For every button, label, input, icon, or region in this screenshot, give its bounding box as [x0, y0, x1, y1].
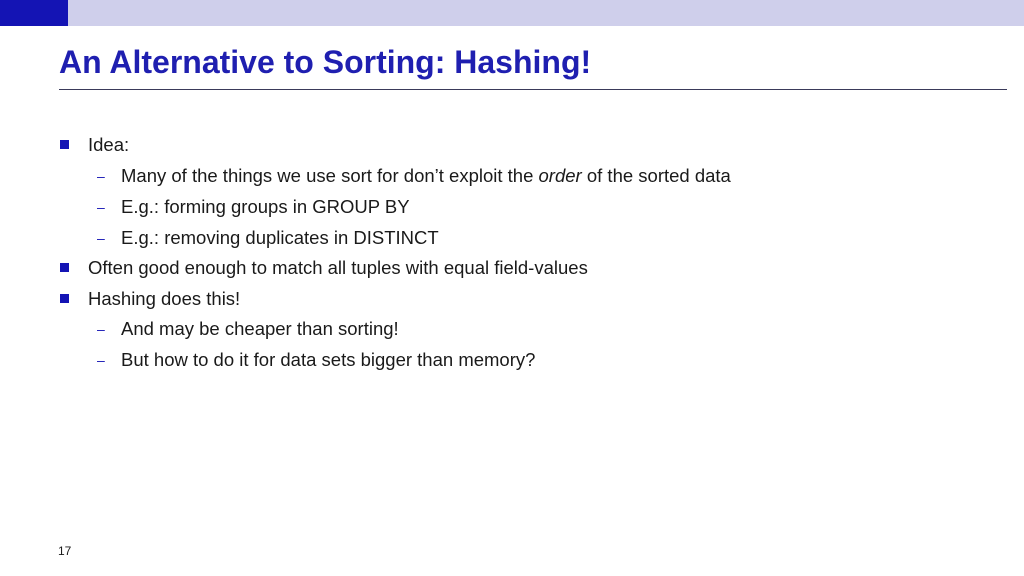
- sub-bullet-item: [0, 192, 1024, 222]
- sub-bullet-item: [0, 161, 1024, 191]
- sub-bullet-text: And may be cheaper than sorting!: [121, 318, 399, 339]
- sub-bullet-text: E.g.: removing duplicates in DISTINCT: [121, 227, 439, 248]
- dash-bullet-icon: –: [97, 321, 105, 337]
- page-number: 17: [58, 544, 72, 558]
- sub-bullet-text-part: Many of the things we use sort for don’t exploit the: [121, 165, 539, 186]
- slide-title: An Alternative to Sorting: Hashing!: [59, 44, 592, 80]
- emphasis-text: order: [538, 165, 582, 186]
- dash-bullet-icon: –: [97, 352, 105, 368]
- bullet-item: [0, 253, 1024, 283]
- bullet-text: Idea:: [88, 134, 130, 155]
- square-bullet-icon: [60, 294, 69, 303]
- dash-bullet-icon: –: [97, 230, 105, 246]
- sub-bullet-text: [121, 161, 731, 191]
- sub-bullet-text: But how to do it for data sets bigger than memory?: [121, 349, 536, 370]
- sub-bullet-text-part: of the sorted data: [581, 165, 731, 186]
- dash-bullet-icon: –: [97, 199, 105, 215]
- dash-bullet-icon: –: [97, 168, 105, 184]
- header-band: [0, 0, 1024, 26]
- square-bullet-icon: [60, 263, 69, 272]
- title-divider: [59, 89, 1007, 90]
- bullet-text: Often good enough to match all tuples with equal field-values: [88, 257, 588, 278]
- square-bullet-icon: [60, 140, 69, 149]
- sub-bullet-item: [0, 345, 1024, 375]
- header-accent-block: [0, 0, 68, 26]
- sub-bullet-item: [0, 314, 1024, 344]
- bullet-item: [0, 130, 1024, 160]
- bullet-text: Hashing does this!: [88, 288, 241, 309]
- sub-bullet-item: [0, 223, 1024, 253]
- sub-bullet-text: E.g.: forming groups in GROUP BY: [121, 196, 410, 217]
- bullet-item: [0, 284, 1024, 314]
